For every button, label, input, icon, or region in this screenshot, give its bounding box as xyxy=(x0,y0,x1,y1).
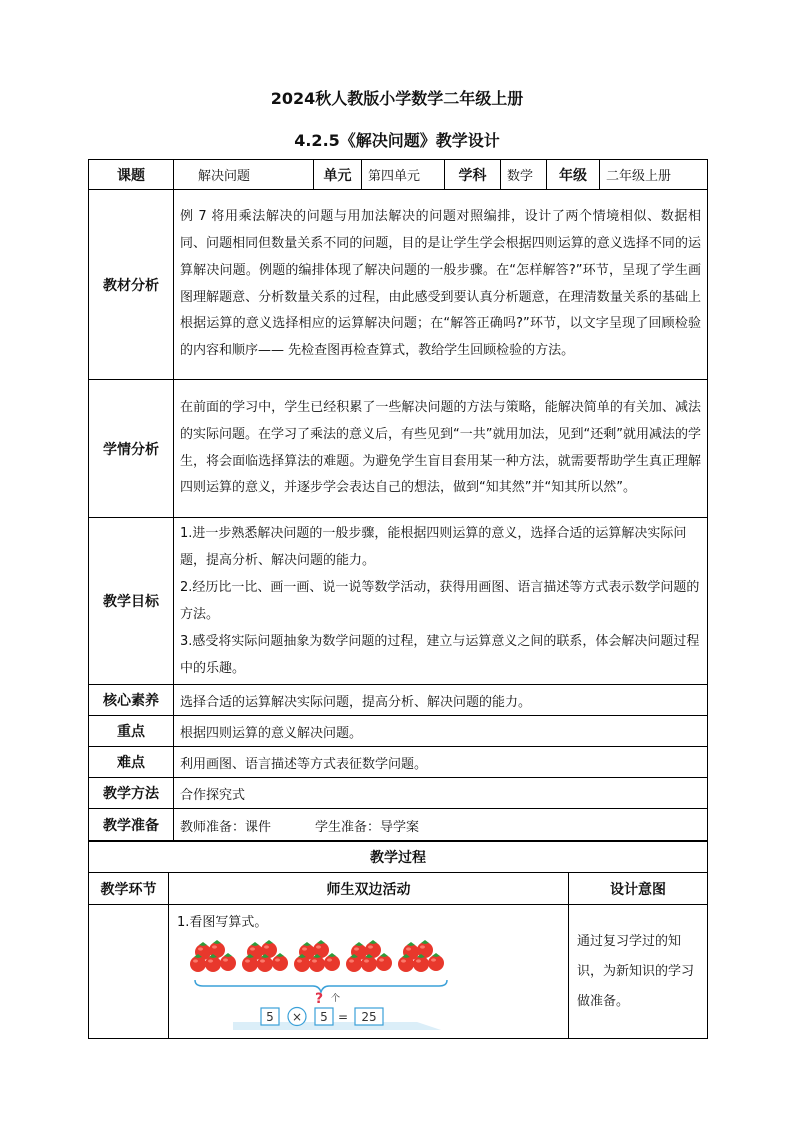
goals-row xyxy=(89,518,708,685)
teaching-process-table xyxy=(88,840,708,1039)
subject-value: 数学 xyxy=(501,160,547,190)
unit-label: 个 xyxy=(331,994,341,1004)
key-row xyxy=(89,716,708,747)
equation-operand-b: 5 xyxy=(320,1010,328,1024)
prep-row xyxy=(89,809,708,842)
unit-label: 单元 xyxy=(314,160,362,190)
document-title: 2024秋人教版小学数学二年级上册 xyxy=(270,89,524,108)
process-title: 教学过程 xyxy=(89,841,708,873)
tomato-illustration xyxy=(173,930,473,1030)
topic-label: 课题 xyxy=(89,160,174,190)
intent-text: 通过复习学过的知识，为新知识的学习做准备。 xyxy=(569,905,708,1039)
key-label: 重点 xyxy=(89,716,174,747)
document-subtitle: 4.2.5《解决问题》教学设计 xyxy=(294,131,500,150)
learner-text: 在前面的学习中，学生已经积累了一些解决问题的方法与策略，能解决简单的有关加、减法的实际问题。在学习了乘法的意义后，有些见到“一共”就用加法，见到“还剩”就用减法的学生，将会面临选择算法的难题。为避免学生盲目套用某一种方法，就需要帮助学生真正理解四则运算的意义，并逐步学会表达自己的想法，做到“知其然”并“知其所以然”。 xyxy=(174,380,708,518)
equation-operand-a: 5 xyxy=(266,1010,274,1024)
col-header-intent: 设计意图 xyxy=(569,873,708,905)
core-label: 核心素养 xyxy=(89,685,174,716)
equation-operator: × xyxy=(291,1010,303,1024)
material-text: 例 7 将用乘法解决的问题与用加法解决的问题对照编排，设计了两个情境相似、数据相同、问题相同但数量关系不同的问题，目的是让学生学会根据四则运算的意义选择不同的运算解决问题。例题的编排体现了解决问题的一般步骤。在“怎样解答?”环节，呈现了学生画图理解题意、分析数量关系的过程，由此感受到要认真分析题意，在理清数量关系的基础上根据运算的意义选择相应的运算解决问题；在“解答正确吗?”环节，以文字呈现了回顾检验的内容和顺序—— 先检查图再检查算式，教给学生回顾检验的方法。 xyxy=(174,190,708,380)
core-text: 选择合适的运算解决实际问题，提高分析、解决问题的能力。 xyxy=(174,685,708,716)
tomato-groups xyxy=(190,940,444,972)
material-row xyxy=(89,190,708,380)
method-row xyxy=(89,778,708,809)
learner-row xyxy=(89,380,708,518)
difficulty-row xyxy=(89,747,708,778)
learner-label: 学情分析 xyxy=(89,380,174,518)
question-mark-icon: ? xyxy=(314,991,324,1007)
col-header-activity: 师生双边活动 xyxy=(169,873,569,905)
lesson-info-table xyxy=(88,159,708,842)
task-text: 1.看图写算式。 xyxy=(177,915,268,930)
goals-list xyxy=(174,518,708,685)
key-text: 根据四则运算的意义解决问题。 xyxy=(174,716,708,747)
topic-row xyxy=(89,160,708,190)
method-label: 教学方法 xyxy=(89,778,174,809)
prep-text xyxy=(174,809,708,842)
grade-value: 二年级上册 xyxy=(600,160,708,190)
grade-label: 年级 xyxy=(547,160,600,190)
material-label: 教材分析 xyxy=(89,190,174,380)
prep-label: 教学准备 xyxy=(89,809,174,842)
equation-result: 25 xyxy=(361,1010,377,1024)
activity-cell xyxy=(169,905,569,1039)
core-row xyxy=(89,685,708,716)
prep-teacher: 教师准备：课件 xyxy=(180,819,272,835)
process-row xyxy=(89,905,708,1039)
subject-label: 学科 xyxy=(445,160,501,190)
equation-equals: = xyxy=(337,1010,349,1024)
method-text: 合作探究式 xyxy=(174,778,708,809)
difficulty-text: 利用画图、语言描述等方式表征数学问题。 xyxy=(174,747,708,778)
goal-item-3: 3.感受将实际问题抽象为数学问题的过程，建立与运算意义之间的联系，体会解决问题过程中的乐趣。 xyxy=(180,634,700,676)
prep-student: 学生准备：导学案 xyxy=(315,819,420,835)
difficulty-label: 难点 xyxy=(89,747,174,778)
goals-label: 教学目标 xyxy=(89,518,174,685)
goal-item-2: 2.经历比一比、画一画、说一说等数学活动，获得用画图、语言描述等方式表示数学问题的方法。 xyxy=(180,580,700,622)
goal-item-1: 1.进一步熟悉解决问题的一般步骤，能根据四则运算的意义，选择合适的运算解决实际问题，提高分析、解决问题的能力。 xyxy=(180,526,687,568)
stage-cell xyxy=(89,905,169,1039)
unit-value: 第四单元 xyxy=(362,160,445,190)
topic-value: 解决问题 xyxy=(174,160,314,190)
col-header-stage: 教学环节 xyxy=(89,873,169,905)
process-header-row xyxy=(89,873,708,905)
